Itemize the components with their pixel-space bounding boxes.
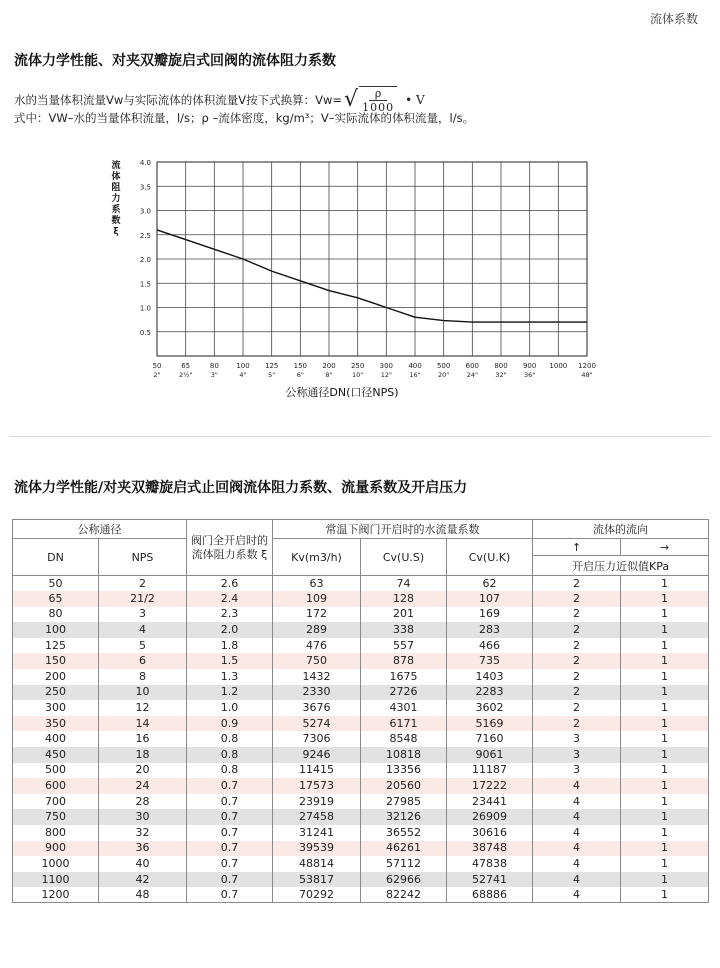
- x-tick-label-nps: 20": [438, 371, 450, 379]
- table-row: [13, 653, 709, 669]
- cell-cv-uk: 52741: [447, 872, 533, 888]
- cell-cv-uk: 107: [447, 591, 533, 607]
- table-row: [13, 856, 709, 872]
- cell-nps: 36: [99, 841, 187, 857]
- cell-kv: 39539: [273, 841, 361, 857]
- formula-denominator: 1000: [362, 101, 395, 114]
- cell-pressure-horizontal: 1: [621, 576, 709, 592]
- x-axis-title: 公称通径DN(口径NPS): [285, 386, 399, 399]
- cell-resistance: 1.3: [187, 669, 273, 685]
- cell-kv: 5274: [273, 716, 361, 732]
- x-tick-label-dn: 300: [379, 362, 394, 370]
- x-tick-label-dn: 800: [494, 362, 508, 370]
- cell-dn: 500: [13, 763, 99, 779]
- cell-pressure-horizontal: 1: [621, 622, 709, 638]
- cell-kv: 17573: [273, 778, 361, 794]
- cell-nps: 24: [99, 778, 187, 794]
- cell-kv: 2330: [273, 685, 361, 701]
- table-row: [13, 622, 709, 638]
- cell-cv-us: 82242: [361, 887, 447, 903]
- cell-cv-uk: 62: [447, 576, 533, 592]
- x-tick-label-nps: 2½": [178, 371, 193, 379]
- cell-pressure-horizontal: 1: [621, 716, 709, 732]
- cell-pressure-horizontal: 1: [621, 856, 709, 872]
- page-section-label: 流体系数: [649, 12, 698, 26]
- cell-resistance: 0.7: [187, 778, 273, 794]
- header-kv: Kv(m3/h): [273, 539, 361, 576]
- cell-kv: 27458: [273, 809, 361, 825]
- cell-dn: 125: [13, 638, 99, 654]
- cell-pressure-vertical: 2: [533, 591, 621, 607]
- cell-cv-uk: 47838: [447, 856, 533, 872]
- cell-nps: 28: [99, 794, 187, 810]
- cell-pressure-horizontal: 1: [621, 763, 709, 779]
- cell-cv-uk: 283: [447, 622, 533, 638]
- x-tick-label-dn: 400: [408, 362, 422, 370]
- cell-dn: 400: [13, 731, 99, 747]
- cell-resistance: 0.7: [187, 825, 273, 841]
- cell-pressure-vertical: 4: [533, 856, 621, 872]
- cell-dn: 1000: [13, 856, 99, 872]
- y-axis-title: 流体阻力系数 ξ: [111, 161, 121, 237]
- cell-cv-us: 57112: [361, 856, 447, 872]
- cell-dn: 50: [13, 576, 99, 592]
- cell-pressure-vertical: 2: [533, 607, 621, 623]
- cell-pressure-horizontal: 1: [621, 700, 709, 716]
- x-tick-label-dn: 250: [350, 362, 365, 370]
- arrow-up-icon: ↑: [533, 539, 621, 556]
- cell-cv-us: 62966: [361, 872, 447, 888]
- cell-nps: 21/2: [99, 591, 187, 607]
- cell-dn: 600: [13, 778, 99, 794]
- cell-resistance: 0.7: [187, 841, 273, 857]
- cell-pressure-vertical: 2: [533, 638, 621, 654]
- cell-dn: 250: [13, 685, 99, 701]
- x-tick-label-dn: 125: [264, 362, 279, 370]
- cell-resistance: 2.4: [187, 591, 273, 607]
- cell-resistance: 0.8: [187, 747, 273, 763]
- y-tick-label: 4.0: [139, 159, 151, 167]
- x-tick-label-nps: 48": [581, 371, 593, 379]
- header-resistance-line2: 流体阻力系数 ξ: [191, 547, 268, 561]
- x-tick-label-dn: 1200: [578, 362, 596, 370]
- cell-cv-us: 10818: [361, 747, 447, 763]
- x-tick-label-nps: 12": [380, 371, 392, 379]
- header-dn: DN: [13, 539, 99, 576]
- table-row: [13, 669, 709, 685]
- cell-cv-uk: 5169: [447, 716, 533, 732]
- x-tick-label-nps: 32": [495, 371, 507, 379]
- cell-cv-us: 4301: [361, 700, 447, 716]
- table-row: [13, 700, 709, 716]
- cell-kv: 750: [273, 653, 361, 669]
- y-tick-label: 2.5: [139, 231, 151, 240]
- cell-cv-uk: 9061: [447, 747, 533, 763]
- cell-pressure-vertical: 4: [533, 778, 621, 794]
- x-tick-label-dn: 150: [293, 362, 308, 370]
- cell-resistance: 2.0: [187, 622, 273, 638]
- cell-pressure-vertical: 2: [533, 685, 621, 701]
- cell-pressure-horizontal: 1: [621, 794, 709, 810]
- cell-pressure-horizontal: 1: [621, 591, 709, 607]
- series-line-resistance: [157, 230, 587, 322]
- cell-cv-uk: 30616: [447, 825, 533, 841]
- cell-cv-us: 8548: [361, 731, 447, 747]
- x-tick-label-dn: 65: [181, 362, 191, 370]
- header-cv-uk: Cv(U.K): [447, 539, 533, 576]
- cell-resistance: 0.7: [187, 887, 273, 903]
- cell-dn: 65: [13, 591, 99, 607]
- header-opening-pressure: 开启压力近似值KPa: [533, 556, 709, 576]
- section-title-resistance: 流体力学性能、对夹双瓣旋启式回阀的流体阻力系数: [14, 53, 336, 69]
- cell-pressure-vertical: 4: [533, 841, 621, 857]
- x-tick-label-dn: 80: [209, 362, 219, 370]
- header-flow-coefficient: 常温下阀门开启时的水流量系数: [273, 520, 533, 539]
- cell-pressure-vertical: 4: [533, 809, 621, 825]
- formula-numerator: ρ: [369, 87, 387, 101]
- y-tick-label: 3.5: [139, 183, 151, 192]
- table-row: [13, 872, 709, 888]
- x-tick-label-nps: 6": [296, 371, 304, 379]
- cell-pressure-horizontal: 1: [621, 778, 709, 794]
- cell-kv: 70292: [273, 887, 361, 903]
- cell-kv: 7306: [273, 731, 361, 747]
- cell-pressure-horizontal: 1: [621, 841, 709, 857]
- x-tick-label-nps: 3": [210, 371, 218, 379]
- x-tick-label-nps: 2": [153, 371, 161, 379]
- cell-cv-us: 557: [361, 638, 447, 654]
- header-resistance-coefficient: [187, 520, 273, 576]
- table-row: [13, 763, 709, 779]
- cell-pressure-horizontal: 1: [621, 825, 709, 841]
- cell-resistance: 0.7: [187, 794, 273, 810]
- cell-resistance: 0.7: [187, 809, 273, 825]
- cell-pressure-vertical: 3: [533, 763, 621, 779]
- table-row: [13, 685, 709, 701]
- x-tick-label-nps: 4": [239, 371, 247, 379]
- table-row: [13, 778, 709, 794]
- cell-dn: 700: [13, 794, 99, 810]
- x-tick-label-nps: 36": [524, 371, 536, 379]
- cell-kv: 1432: [273, 669, 361, 685]
- cell-dn: 1200: [13, 887, 99, 903]
- cell-cv-uk: 23441: [447, 794, 533, 810]
- cell-pressure-vertical: 3: [533, 731, 621, 747]
- cell-pressure-horizontal: 1: [621, 809, 709, 825]
- cell-resistance: 1.2: [187, 685, 273, 701]
- cell-pressure-horizontal: 1: [621, 607, 709, 623]
- cell-resistance: 1.8: [187, 638, 273, 654]
- cell-nps: 18: [99, 747, 187, 763]
- cell-dn: 900: [13, 841, 99, 857]
- x-tick-label-nps: 10": [352, 371, 364, 379]
- cell-pressure-vertical: 4: [533, 872, 621, 888]
- header-flow-direction: 流体的流向: [533, 520, 709, 539]
- cell-pressure-horizontal: 1: [621, 872, 709, 888]
- cell-pressure-horizontal: 1: [621, 653, 709, 669]
- section-divider: [10, 436, 710, 437]
- formula-legend: 式中：VW–水的当量体积流量，l/s；ρ –流体密度，kg/m³；V–实际流体的体积流量，l/s。: [14, 111, 475, 125]
- cell-cv-us: 2726: [361, 685, 447, 701]
- cell-kv: 23919: [273, 794, 361, 810]
- cell-nps: 4: [99, 622, 187, 638]
- cell-cv-uk: 169: [447, 607, 533, 623]
- cell-nps: 12: [99, 700, 187, 716]
- cell-kv: 289: [273, 622, 361, 638]
- cell-pressure-vertical: 2: [533, 700, 621, 716]
- y-tick-label: 2.0: [139, 256, 151, 264]
- table-row: [13, 794, 709, 810]
- cell-nps: 20: [99, 763, 187, 779]
- cell-cv-uk: 17222: [447, 778, 533, 794]
- cell-cv-us: 878: [361, 653, 447, 669]
- x-tick-label-dn: 200: [322, 362, 336, 370]
- resistance-flow-table: [12, 519, 709, 903]
- table-row: [13, 841, 709, 857]
- table-row: [13, 747, 709, 763]
- cell-dn: 450: [13, 747, 99, 763]
- x-tick-label-nps: 5": [268, 371, 276, 379]
- cell-resistance: 1.5: [187, 653, 273, 669]
- x-tick-label-nps: 16": [409, 371, 421, 379]
- cell-kv: 9246: [273, 747, 361, 763]
- cell-pressure-vertical: 2: [533, 653, 621, 669]
- cell-nps: 40: [99, 856, 187, 872]
- x-tick-label-nps: 8": [325, 371, 333, 379]
- cell-kv: 63: [273, 576, 361, 592]
- cell-pressure-horizontal: 1: [621, 887, 709, 903]
- cell-pressure-horizontal: 1: [621, 685, 709, 701]
- cell-cv-uk: 26909: [447, 809, 533, 825]
- cell-cv-uk: 68886: [447, 887, 533, 903]
- cell-pressure-vertical: 4: [533, 794, 621, 810]
- cell-dn: 300: [13, 700, 99, 716]
- cell-resistance: 0.8: [187, 763, 273, 779]
- cell-nps: 32: [99, 825, 187, 841]
- y-tick-label: 0.5: [139, 328, 151, 337]
- cell-kv: 11415: [273, 763, 361, 779]
- cell-cv-uk: 2283: [447, 685, 533, 701]
- cell-resistance: 0.7: [187, 872, 273, 888]
- cell-dn: 1100: [13, 872, 99, 888]
- cell-kv: 48814: [273, 856, 361, 872]
- cell-cv-us: 13356: [361, 763, 447, 779]
- cell-cv-us: 74: [361, 576, 447, 592]
- y-tick-label: 1.5: [139, 280, 151, 289]
- cell-cv-uk: 7160: [447, 731, 533, 747]
- cell-kv: 53817: [273, 872, 361, 888]
- section-title-table: 流体力学性能/对夹双瓣旋启式止回阀流体阻力系数、流量系数及开启压力: [14, 480, 468, 496]
- cell-dn: 150: [13, 653, 99, 669]
- cell-nps: 5: [99, 638, 187, 654]
- x-tick-label-dn: 500: [436, 362, 451, 370]
- table-row: [13, 591, 709, 607]
- cell-nps: 2: [99, 576, 187, 592]
- cell-cv-uk: 11187: [447, 763, 533, 779]
- cell-dn: 350: [13, 716, 99, 732]
- sqrt-sign-icon: √: [344, 87, 359, 112]
- x-tick-label-nps: 24": [466, 371, 478, 379]
- cell-cv-us: 338: [361, 622, 447, 638]
- cell-resistance: 0.9: [187, 716, 273, 732]
- cell-pressure-vertical: 2: [533, 576, 621, 592]
- formula-suffix: • V: [405, 93, 425, 107]
- cell-pressure-vertical: 4: [533, 887, 621, 903]
- cell-pressure-horizontal: 1: [621, 638, 709, 654]
- formula-text: 水的当量体积流量Vw与实际流体的体积流量V按下式换算：Vw=: [14, 93, 343, 107]
- cell-dn: 800: [13, 825, 99, 841]
- y-tick-label: 3.0: [139, 207, 151, 216]
- table-row: [13, 887, 709, 903]
- cell-nps: 16: [99, 731, 187, 747]
- cell-cv-uk: 38748: [447, 841, 533, 857]
- cell-resistance: 2.3: [187, 607, 273, 623]
- cell-resistance: 1.0: [187, 700, 273, 716]
- cell-cv-uk: 735: [447, 653, 533, 669]
- cell-pressure-vertical: 3: [533, 747, 621, 763]
- cell-pressure-vertical: 2: [533, 716, 621, 732]
- table-row: [13, 809, 709, 825]
- cell-cv-us: 27985: [361, 794, 447, 810]
- table-row: [13, 716, 709, 732]
- cell-cv-uk: 3602: [447, 700, 533, 716]
- cell-nps: 14: [99, 716, 187, 732]
- x-tick-label-dn: 100: [236, 362, 250, 370]
- table-row: [13, 731, 709, 747]
- cell-kv: 3676: [273, 700, 361, 716]
- cell-pressure-horizontal: 1: [621, 669, 709, 685]
- table-row: [13, 638, 709, 654]
- cell-pressure-horizontal: 1: [621, 747, 709, 763]
- cell-cv-us: 32126: [361, 809, 447, 825]
- x-tick-label-dn: 900: [522, 362, 537, 370]
- cell-cv-uk: 466: [447, 638, 533, 654]
- cell-kv: 172: [273, 607, 361, 623]
- cell-resistance: 0.8: [187, 731, 273, 747]
- cell-cv-uk: 1403: [447, 669, 533, 685]
- cell-nps: 3: [99, 607, 187, 623]
- header-resistance-line1: 阀门全开启时的: [191, 533, 268, 547]
- resistance-chart: [100, 150, 600, 410]
- cell-kv: 476: [273, 638, 361, 654]
- cell-nps: 48: [99, 887, 187, 903]
- cell-dn: 100: [13, 622, 99, 638]
- cell-nps: 8: [99, 669, 187, 685]
- cell-kv: 109: [273, 591, 361, 607]
- cell-cv-us: 1675: [361, 669, 447, 685]
- cell-cv-us: 36552: [361, 825, 447, 841]
- table-row: [13, 825, 709, 841]
- table-row: [13, 607, 709, 623]
- cell-nps: 6: [99, 653, 187, 669]
- cell-pressure-horizontal: 1: [621, 731, 709, 747]
- cell-resistance: 0.7: [187, 856, 273, 872]
- x-tick-label-dn: 600: [465, 362, 480, 370]
- cell-cv-us: 201: [361, 607, 447, 623]
- table-row: [13, 576, 709, 592]
- cell-pressure-vertical: 4: [533, 825, 621, 841]
- cell-dn: 750: [13, 809, 99, 825]
- header-nominal-size: 公称通径: [13, 520, 187, 539]
- cell-cv-us: 6171: [361, 716, 447, 732]
- cell-cv-us: 128: [361, 591, 447, 607]
- cell-cv-us: 20560: [361, 778, 447, 794]
- cell-dn: 200: [13, 669, 99, 685]
- cell-nps: 30: [99, 809, 187, 825]
- cell-nps: 10: [99, 685, 187, 701]
- header-nps: NPS: [99, 539, 187, 576]
- cell-nps: 42: [99, 872, 187, 888]
- header-cv-us: Cv(U.S): [361, 539, 447, 576]
- cell-cv-us: 46261: [361, 841, 447, 857]
- cell-kv: 31241: [273, 825, 361, 841]
- cell-resistance: 2.6: [187, 576, 273, 592]
- x-tick-label-dn: 1000: [549, 362, 568, 370]
- y-tick-label: 1.0: [139, 304, 151, 313]
- cell-pressure-vertical: 2: [533, 622, 621, 638]
- cell-pressure-vertical: 2: [533, 669, 621, 685]
- x-tick-label-dn: 50: [152, 362, 162, 370]
- cell-dn: 80: [13, 607, 99, 623]
- arrow-right-icon: →: [621, 539, 709, 556]
